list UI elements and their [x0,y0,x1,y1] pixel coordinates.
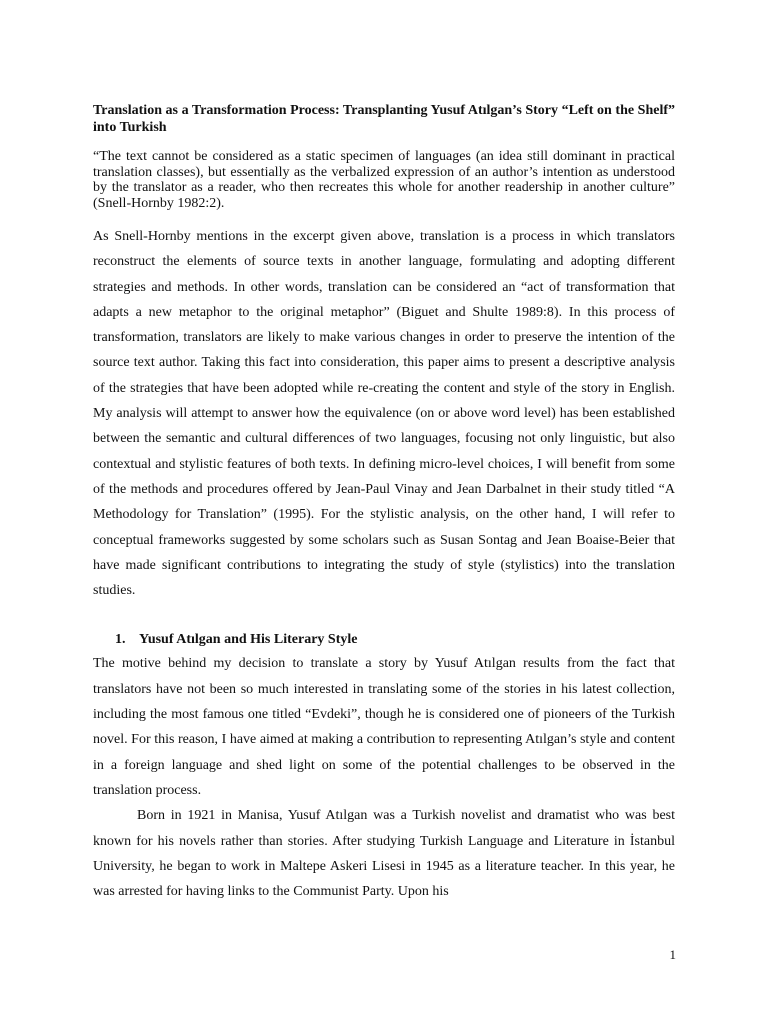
section-paragraph-1: The motive behind my decision to translate a story by Yusuf Atılgan results from the fact that translators have not been so much interested in translating some of the stories in his latest collection, including the most famous one titled “Evdeki”, though he is considered one of pioneers of the Turkish novel. For this reason, I have aimed at making a contribution to representing Atılgan’s style and content in a foreign language and shed light on some of the potential challenges to be observed in the translation process. [93,656,675,798]
section-heading [93,631,675,648]
epigraph-quote: “The text cannot be considered as a static specimen of languages (an idea still dominant in practical translation classes), but essentially as the verbalized expression of an author’s intention as understood by the translator as a reader, who then recreates this whole for another readership in another culture” (Snell-Hornby 1982:2). [93,149,675,211]
document-title: Translation as a Transformation Process: Transplanting Yusuf Atılgan’s Story “Left on the Shelf” into Turkish [93,103,675,135]
page-content [93,102,675,904]
section-number: 1. [115,632,126,648]
section-paragraph-2: Born in 1921 in Manisa, Yusuf Atılgan was a Turkish novelist and dramatist who was best known for his novels rather than stories. After studying Turkish Language and Literature in İstanbul University, he began to work in Maltepe Askeri Lisesi in 1945 as a literature teacher. In this year, he was arrested for having links to the Communist Party. Upon his [93,808,675,900]
section-title: Yusuf Atılgan and His Literary Style [139,632,358,648]
intro-paragraph: As Snell-Hornby mentions in the excerpt given above, translation is a process in which translators reconstruct the elements of source texts in another language, formulating and adopting different strategies and methods. In other words, translation can be considered an “act of transformation that adapts a new metaphor to the original metaphor” (Biguet and Shulte 1989:8). In this process of transformation, translators are likely to make various changes in order to preserve the intention of the source text author. Taking this fact into consideration, this paper aims to present a descriptive analysis of the strategies that have been adopted while re-creating the content and style of the story in English. My analysis will attempt to answer how the equivalence (on or above word level) has been established between the semantic and cultural differences of two languages, focusing not only linguistic, but also contextual and stylistic features of both texts. In defining micro-level choices, I will benefit from some of the methods and procedures offered by Jean-Paul Vinay and Jean Darbalnet in their study titled “A Methodology for Translation” (1995). For the stylistic analysis, on the other hand, I will refer to conceptual frameworks suggested by some scholars such as Susan Sontag and Jean Boaise-Beier that have made significant contributions to integrating the study of style (stylistics) into the translation studies. [93,229,675,599]
page-number: 1 [669,947,676,962]
